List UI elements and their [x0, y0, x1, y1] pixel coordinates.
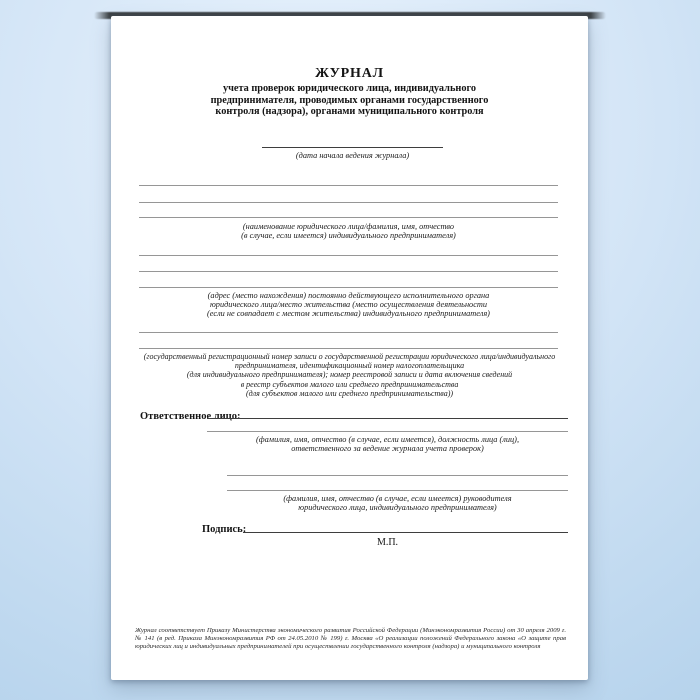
name-field-caption-line: (в случае, если имеется) индивидуального предпринимателя): [241, 231, 456, 241]
journal-subtitle-line: учета проверок юридического лица, индивидуального: [222, 83, 477, 94]
responsible-person-caption-line: (фамилия, имя, отчество (в случае, если имеется), должность лица (лиц),: [255, 435, 520, 444]
head-field-line: [227, 490, 568, 491]
address-field-line: [139, 255, 558, 256]
order-footnote: Журнал соответствует Приказу Министерства экономического развития Российской Федерации (Минэкономразвития России) от 30 апреля 2009 г. № 141 (в ред. Приказа Минэкономразвития РФ от 24.05.2010 № 199) г. Москва «О реализации положений Федерального закона «О защите прав юридических лиц и индивидуальных предпринимателей при осуществлении государственного контроля (надзора) и муниципального контроля: [135, 627, 566, 650]
responsible-person-caption-line: ответственного за ведение журнала учета проверок): [291, 444, 484, 454]
name-field-line: [139, 202, 558, 203]
date-field-line: [262, 147, 443, 148]
signature-line: [243, 532, 568, 533]
registration-field-caption: [130, 352, 569, 398]
journal-subtitle-line: контроля (надзора), органами муниципального контроля: [215, 106, 484, 118]
name-field-line: [139, 217, 558, 218]
registration-field-caption-line: в реестр субъектов малого или среднего предпринимательства: [240, 379, 459, 389]
registration-field-line: [139, 348, 558, 349]
date-field-caption: (дата начала ведения журнала): [295, 151, 410, 160]
registration-field-caption-line: (для индивидуального предпринимателя); номер реестровой записи и дата включения сведений: [186, 370, 513, 380]
address-field-caption-line: (адрес (место нахождения) постоянно действующего исполнительного органа: [207, 291, 490, 300]
address-field-caption: [139, 291, 558, 319]
responsible-person-label: Ответственное лицо:: [140, 411, 241, 422]
responsible-person-line: [207, 418, 568, 419]
head-field-line: [227, 475, 568, 476]
head-field-caption-line: юридического лица, индивидуального предпринимателя): [298, 503, 497, 513]
journal-subtitle-line: предпринимателя, проводимых органами государственного: [210, 94, 489, 106]
name-field-caption-line: (наименование юридического лица/фамилия, имя, отчество: [242, 222, 455, 231]
name-field-caption: [139, 222, 558, 240]
address-field-caption-line: юридического лица/место жительства (место осуществления деятельности: [209, 300, 488, 310]
registration-field-line: [139, 332, 558, 333]
head-field-caption-line: (фамилия, имя, отчество (в случае, если имеется) руководителя: [283, 494, 512, 503]
registration-field-caption-line: предпринимателя, идентификационный номер налогоплательщика: [234, 361, 465, 371]
address-field-line: [139, 271, 558, 272]
signature-label: Подпись:: [202, 524, 247, 535]
address-field-line: [139, 287, 558, 288]
address-field-caption-line: (если не совпадает с местом жительства) индивидуального предпринимателя): [207, 309, 490, 319]
stamp-place-label: М.П.: [376, 537, 399, 548]
journal-cover-page: [111, 16, 588, 680]
journal-title: ЖУРНАЛ: [315, 66, 384, 81]
name-field-line: [139, 185, 558, 186]
head-field-caption: [227, 494, 568, 512]
journal-subtitle: [129, 83, 570, 118]
registration-field-caption-line: (государственный регистрационный номер записи о государственной регистрации юридического лица/индивидуального: [143, 352, 556, 361]
registration-field-caption-line: (для субъектов малого или среднего предпринимательства)): [245, 388, 454, 398]
responsible-person-caption: [207, 435, 568, 453]
responsible-person-line2: [207, 431, 568, 432]
